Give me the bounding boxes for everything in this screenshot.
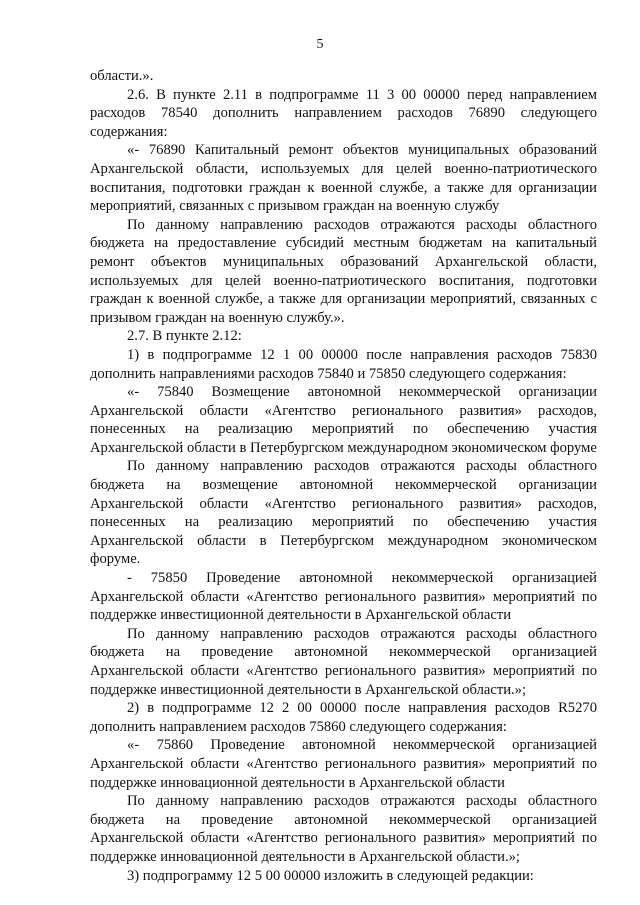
paragraph: По данному направлению расходов отражаются расходы областного бюджета на проведение автономной некоммерческой организацией Архангельской области «Агентство регионального развития» мероприятий по поддержке инвестиционной деятельности в Архангельской области.»; [90,625,597,698]
document-body [90,67,597,885]
page-number: 5 [316,37,324,52]
paragraph: 2.6. В пункте 2.11 в подпрограмме 11 3 00 00000 перед направлением расходов 78540 дополнить направлением расходов 76890 следующего содержания: [90,86,597,140]
paragraph: 2) в подпрограмме 12 2 00 00000 после направления расходов R5270 дополнить направлением расходов 75860 следующего содержания: [90,700,597,735]
paragraph: По данному направлению расходов отражаются расходы областного бюджета на предоставление субсидий местным бюджетам на капитальный ремонт объектов муниципальных образований Архангельской области, используемых для целей военно-патриотического воспитания, подготовки граждан к военной службе, а также для организации мероприятий, связанных с призывом граждан на военную службу.». [90,216,597,326]
paragraph: По данному направлению расходов отражаются расходы областного бюджета на проведение автономной некоммерческой организацией Архангельской области «Агентство регионального развития» мероприятий по поддержке инновационной деятельности в Архангельской области.»; [90,793,597,865]
paragraph: «- 76890 Капитальный ремонт объектов муниципальных образований Архангельской области, используемых для целей военно-патриотического воспитания, подготовки граждан к военной службе, а также для организации мероприятий, связанных с призывом граждан на военную службу [90,142,597,215]
paragraph: 2.7. В пункте 2.12: [127,328,242,345]
paragraph: области.». [90,68,154,84]
paragraph: «- 75840 Возмещение автономной некоммерческой организации Архангельской области «Агентство регионального развития» расходов, понесенных на реализацию мероприятий по обеспечению участия Архангельской области в Петербургском международном экономическом форуме [90,384,597,456]
paragraph: «- 75860 Проведение автономной некоммерческой организацией Архангельской области «Агентство регионального развития» мероприятий по поддержке инновационной деятельности в Архангельской области [90,737,597,791]
paragraph: 1) в подпрограмме 12 1 00 00000 после направления расходов 75830 дополнить направлениями расходов 75840 и 75850 следующего содержания: [90,346,597,382]
paragraph: 3) подпрограмму 12 5 00 00000 изложить в следующей редакции: [127,867,534,884]
paragraph: По данному направлению расходов отражаются расходы областного бюджета на возмещение автономной некоммерческой организации Архангельской области «Агентство регионального развития» расходов, понесенных на реализацию мероприятий по обеспечению участия Архангельской области в Петербургском международном экономическом форуме. [90,458,597,568]
paragraph: - 75850 Проведение автономной некоммерческой организацией Архангельской области «Агентство регионального развития» мероприятий по поддержке инвестиционной деятельности в Архангельской области [90,570,597,624]
